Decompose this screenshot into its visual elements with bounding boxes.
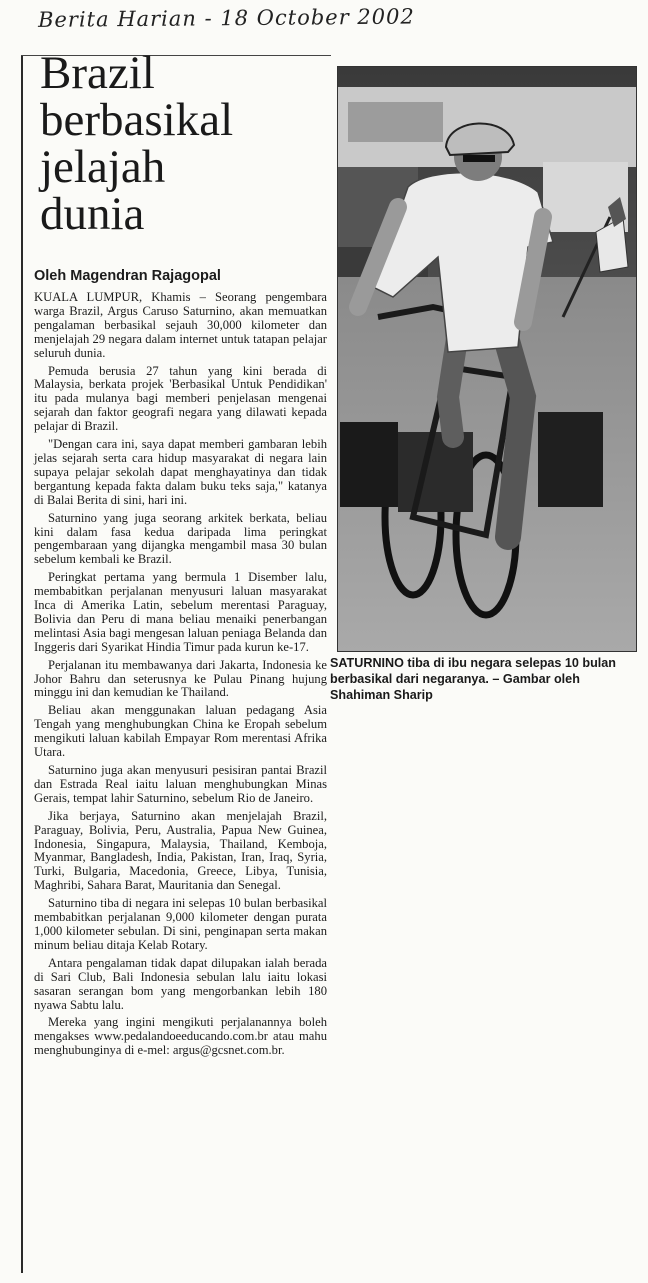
article-paragraph: Pemuda berusia 27 tahun yang kini berada di Malaysia, berkata projek 'Berbasikal Untuk Pendidikan' itu pada mulanya bagi memberi penjelasan mengenai sejarah dan faktor geografi negara yang dilawati kepada pelajar di Brazil. xyxy=(34,363,327,434)
article-body xyxy=(34,291,327,1062)
headline-line: berbasikal xyxy=(40,94,234,146)
headline-line: jelajah xyxy=(40,141,166,193)
article-paragraph: Saturnino juga akan menyusuri pesisiran pantai Brazil dan Estrada Real iaitu laluan menghubungkan Minas Gerais, tempat lahir Saturnino, sebelum Rio de Janeiro. xyxy=(34,763,327,805)
article-paragraph: Beliau akan menggunakan laluan pedagang Asia Tengah yang menghubungkan China ke Eropah sebelum mengikuti laluan kabilah Empayar Rom merentasi Afrika Utara. xyxy=(34,703,327,760)
headline-line: dunia xyxy=(40,188,145,240)
photo-caption: SATURNINO tiba di ibu negara selepas 10 bulan berbasikal dari negaranya. – Gambar oleh Shahiman Sharip xyxy=(330,656,616,702)
article-headline xyxy=(40,47,330,240)
handwritten-date-note: Berita Harian - 18 October 2002 xyxy=(37,4,415,32)
article-paragraph: "Dengan cara ini, saya dapat memberi gambaran lebih jelas sejarah serta cara hidup masyarakat di negara lain supaya pelajar sekolah dapat menghayatinya dan tidak bergantung kepada fakta dalam buku teks saja," katanya di Balai Berita di sini, hari ini. xyxy=(34,437,327,507)
article-paragraph: KUALA LUMPUR, Khamis – Seorang pengembara warga Brazil, Argus Caruso Saturnino, akan memuatkan pengalaman berbasikal sejauh 30,000 kilometer dan menjelajah 29 negara dalam internet untuk tatapan pelajar seluruh dunia. xyxy=(34,290,327,360)
cyclist-photo-illustration xyxy=(338,67,636,651)
article-paragraph: Saturnino tiba di negara ini selepas 10 bulan berbasikal membabitkan perjalanan 9,000 kilometer dengan purata 1,000 kilometer sebulan. Di sini, penginapan serta makan minum beliau ditaja Kelab Rotary. xyxy=(34,896,327,952)
article-paragraph: Peringkat pertama yang bermula 1 Disember lalu, membabitkan perjalanan menyusuri laluan masyarakat Inca di Amerika Latin, sebelum merentasi Paraguay, Bolivia dan Peru di mana beliau menaiki penerbangan melintasi Asia bagi mengesan laluan peniaga Belanda dan Inggeris dari Syarikat Hindia Timur pada kurun ke-17. xyxy=(34,570,327,654)
article-paragraph: Antara pengalaman tidak dapat dilupakan ialah berada di Sari Club, Bali Indonesia sebulan lalu iaitu lokasi sasaran serangan bom yang mengorbankan lebih 180 nyawa Sabtu lalu. xyxy=(34,955,327,1012)
article-paragraph: Perjalanan itu membawanya dari Jakarta, Indonesia ke Johor Bahru dan seterusnya ke Pulau Pinang hujung minggu ini dan kemudian ke Thailand. xyxy=(34,657,327,700)
article-paragraph: Mereka yang ingini mengikuti perjalanannya boleh mengakses www.pedalandoeeducando.com.br atau mahu menghubunginya di e-mel: argus@gcsnet.com.br. xyxy=(34,1015,327,1058)
article-byline: Oleh Magendran Rajagopal xyxy=(34,268,221,284)
headline-line: Brazil xyxy=(40,47,155,99)
article-paragraph: Jika berjaya, Saturnino akan menjelajah Brazil, Paraguay, Bolivia, Peru, Australia, Papua New Guinea, Indonesia, Singapura, Malaysia, Thailand, Kemboja, Myanmar, Bangladesh, India, Pakistan, Iran, Iraq, Syria, Turki, Bulgaria, Macedonia, Greece, Libya, Tunisia, Maghribi, Sahara Barat, Mauritania dan Senegal. xyxy=(34,808,327,893)
column-rule xyxy=(21,55,23,1273)
cyclist-photo xyxy=(337,66,637,652)
article-paragraph: Saturnino yang juga seorang arkitek berkata, beliau kini dalam fasa kedua daripada lima peringkat pengembaraan yang dijangka mengambil masa 30 bulan sebelum kembali ke Brazil. xyxy=(34,510,327,567)
